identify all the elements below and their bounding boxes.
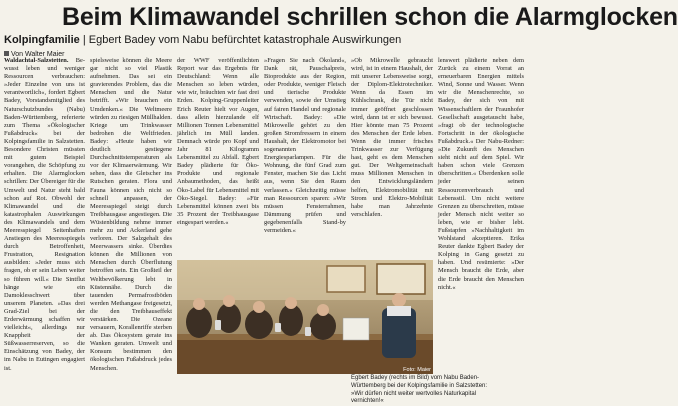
column-6-text: lenswert plädierte neben dem Zurück zu einem Vorrat an erneuerbaren Energien mittels Wind, Sonne und Wasser. Wenn wir die Menschenrechte, so Badey, der sich von mit Wissenschaftlern der Fraunhofer Gesellschaft ausgetauscht habe, »fragt ob der technologische Fortschritt in der ökologische Fußabdruck.« Der Nabu-Redner: »Die Zukunft des Menschen sieht nicht auf dem Spiel. Wir haben schon viele Grenzen überschritten.« Überdenken solle jeder seinen Ressourcenverbrauch und Lebensstil. Um nicht weitere Grenzen zu überschreiten, müsse jeder Mensch nicht weiter so leben, wie er bisher lebt. Fußstapfen »Nachhaltigkeit im Wohlstand akzeptieren. Erika Reuter dankte Egbert Badey der Kolping in Gang gesetzt zu haben. Und resümierte: »Der Mensch braucht die Erde, aber die Erde braucht den Menschen nicht.« (438, 57, 524, 291)
subheadline-text: | Egbert Badey vom Nabu befürchtet katastrophale Auswirkungen (82, 34, 402, 46)
photo-image (177, 260, 433, 374)
photo-credit: Foto: Maier (403, 367, 431, 373)
article-column-1 (4, 57, 85, 397)
subheadline (4, 33, 524, 47)
article-body (4, 57, 524, 405)
kicker: Kolpingfamilie (4, 34, 80, 46)
dateline: Waldachtal-Salzstetten. (4, 57, 69, 64)
column-5-text: »Ob Mikrowelle gebraucht wird, ist in einem Haushalt, der mit unserer Lebensweise sorgt, der Diplom-Elektrotechniker. Wenn da Essen im Kühlschrank, die Tür nicht immer geöffnet geschlossen wird, dann ist er sich bewusst. Hier könnte man 75 Prozent des Menschen der Erde leben. Wenn die immer frisches Trinkwasser zur Verfügung hast, geht es dem Menschen gut. Der Weltgemeinschaft muss Millionen Menschen in den Entwicklungsländern helfen, Elektromobilität mit Strom und Elektro-Mobilität habe man Jahrzehnte verschlafen. (351, 57, 433, 218)
headline: Beim Klimawandel schrillen schon die Alarmglocken (62, 3, 678, 31)
article-photo (177, 260, 433, 374)
column-2-text: spielsweise können die Meere gar nicht so viel Plastik aufnehmen. Das sei ein gravierendes Problem, das die Menschen und die Natur betrifft. »Wir brauchen ein Umdenken.« Die Weltmeere würden zu riesigen Müllhalden. Kriege um Trinkwasser bedrohen die Weltfrieden. Badey: »Heute haben wir deutlich gestiegene Durchschnittstemperaturen als vor der Klimaerwärmung. Wir sehen, dass die Gletscher ins Rutschen geraten. Flora und Fauna können sich nicht so schnell anpassen, der Meeresspiegel steigt durch Treibhausgase angestiegen. Die Wüstenbildung nehme immer mehr zu und Ackerland gehe verloren. Der Salzgehalt des Meerwassers sinke. Überdies können die Millionen von Menschen durch Überflutung betroffen sein. Ein Großteil der Weltbevölkerung lebt in Küstennähe. Durch die tauenden Permafrostböden werden Methangase freigesetzt, die den Treibhauseffekt verstärken. Die Ozeane versauern, Korallenriffe sterben ab. Das Ökosystem gerate ins Wanken geraten. Umwelt und Konsum bestimmen den ökologischen Fußabdruck jedes Menschen. (90, 57, 172, 372)
byline-square-icon (4, 51, 9, 56)
photo-caption: Egbert Badey (rechts im Bild) vom Nabu Baden-Württemberg bei der Kolpingsfamilie in Salzstetten: »Wir dürfen nicht weiter wertvolles Naturkapital vernichten!« (351, 375, 488, 405)
column-1-text: Bewusst leben und weniger Ressourcen verbrauchen: »Jeder Einzelne von uns ist verantwortlich«, fordert Egbert Badey, Vorstandsmitglied des Naturschutzbundes (Nabu) Baden-Württemberg, referierte zum Thema »Ökologischer Fußabdruck« bei der Kolpingsfamilie in Salzstetten. Besondere Christen müssten mit gutem Beispiel vorangehen, die Schöpfung zu erhalten. Die Alarmglocken schrillen: Der Übereiger für die Umwelt und Natur steht bald schon auf Rot. Obwohl der Klimawandel und die katastrophalen Auswirkungen des Klimawandels und dem Meeresspiegel Seitenhaften Anstiegen des Meeresspiegels durch Betroffenheit, Frustration, Resignation ausbilden: »Jeder muss sich fragen, ob er sein Leben weiter so führen will.« Die Sintflut hänge wie ein Damoklesschwert über unserem Planeten. »Das drei Grad-Ziel bei der Erderwärmung schaffen wir vielleicht«, allerdings nur Knappheit der Süßwasserreserven, so die Einschätzung von Badey, der im Nabu in Eutingen engagiert ist. (4, 57, 85, 372)
article-column-2 (90, 57, 172, 397)
column-4-text: »Fragen Sie nach Ökoland«, Dank rät, Pauschalpreis, Bioprodukte aus der Region, oder Produkte, weniger Fleisch und tierische Produkte verwenden, sowie der Umstieg auf fairen Handel und regionale Wirtschaft. Badey: »Die Mikrowelle gehört zu den großen Stromfressern in einem Haushalt, der Elektromotor bei sogenannten Energiesparlampen. Für die Wohnung, die fünf Grad zum Fenster, machen Sie das Licht aus, wenn Sie den Raum verlassen.« Gleichzeitig müsse man Ressourcen sparen: »Wir müssen Fensterrahmen, Dämmung prüfen und gegebenenfalls Stand-by vermeiden.« (264, 57, 346, 234)
author-name: Von Walter Maier (11, 51, 65, 58)
article-column-6 (438, 57, 524, 397)
column-3-text: der WWF veröffentlichten Report war das Ergebnis für Deutschland: Wenn alle Menschen so leben würden, wie wir, bräuchten wir fast drei Erden. Kolping-Gruppenleiter Erich Reuter hielt vor Augen, dass allein hierzulande elf Millionen Tonnen Lebensmittel jährlich im Müll landen. Demnach würde pro Kopf und Jahr 81 Kilogramm Lebensmittel zu Abfall. Egbert Badey plädierte für Öko-Produkte und regionale Anbaumethoden, das heißt Öko-Label für Lebensmittel mit Öko-Siegel. Badey: »Für Lebensmittel können zwei bis 35 Prozent der Treibhausgase eingespart werden.« (177, 57, 259, 226)
